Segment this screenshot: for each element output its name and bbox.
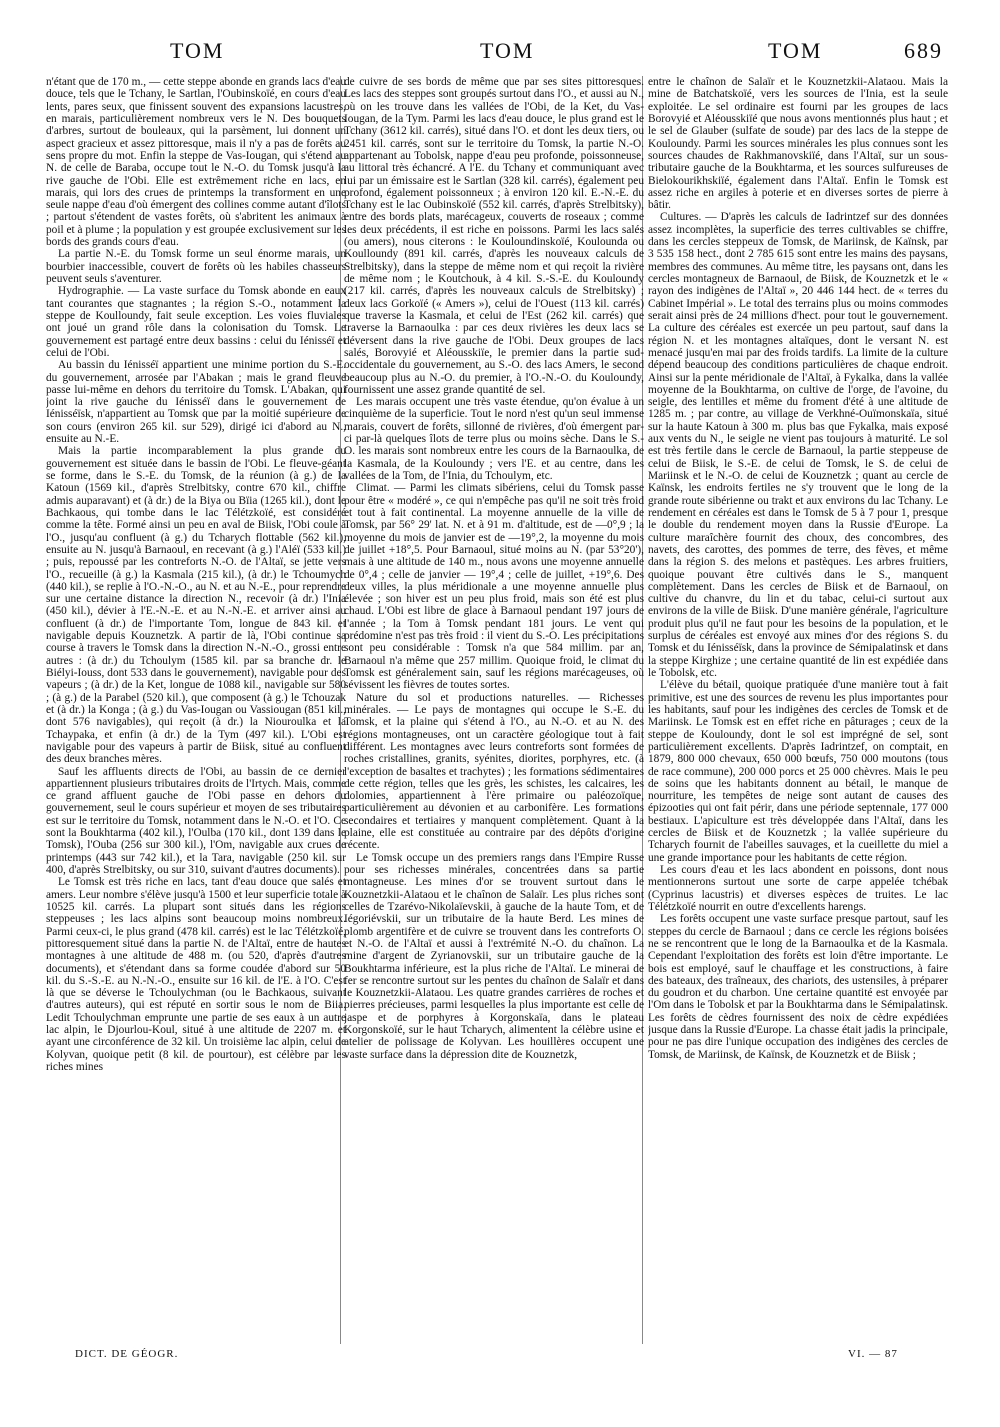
text-column-3: [648, 76, 948, 1342]
page-number: 689: [904, 38, 943, 63]
paragraph: Mais la partie incomparablement la plus grande du gouvernement est située dans le bassin de l'Obi. Le fleuve-géant se forme, dans le S.-E. du Tomsk, de la réunion (à g.) de la Katoun (1569 kil., d'après Strelbitsky, contre 670 kil., chiffre admis auparavant) et (à dr.) de la Biya ou Bïia (1265 kil.), dont le Bachkaous, qui tombe dans le lac Télétzkoïé, est considéré comme la tête. Formé ainsi un peu en aval de Biisk, l'Obi coule à l'O., jusqu'au confluent (à g.) du Tcharych flottable (562 kil.), ensuite au N. jusqu'à Barnaoul, en recevant (à g.) l'Aléï (533 kil.) ; puis, repoussé par les contreforts N.-O. de l'Altaï, se jette vers l'O., recueille (à g.) la Kasmala (215 kil.), (à dr.) le Tchoumych (440 kil.), se replie à l'O.-N.-O., au N. et au N.-E., pour reprendre sur une certaine distance la direction N., recevoir (à dr.) l'Inia (450 kil.), dévier à l'E.-N.-E. et au N.-N.-E. et arriver ainsi au confluent (à dr.) de l'importante Tom, longue de 843 kil. et navigable depuis Kouznetzk. A partir de là, l'Obi continue sa course à travers le Tomsk dans la direction N.-N.-O., grossi entre autres : (à dr.) du Tchoulym (1585 kil. par sa branche dr. le Biélyi-Iouss, dont 533 dans le gouvernement), navigable pour des vapeurs ; (à dr.) de la Ket, longue de 1088 kil., navigable sur 580 ; (à g.) de la Parabel (520 kil.), que composent (à g.) le Tchouzak et (à dr.) la Konga ; (à g.) du Vas-Iougan ou Vassiougan (851 kil., dont 576 navigables), qui reçoit (à dr.) la Niouroulka et la Tchaypaka, et enfin (à dr.) de la Tym (497 kil.). L'Obi est navigable pour des vapeurs à partir de Biisk, situé au confluent des deux branches mères.: [46, 445, 346, 766]
running-head: [0, 38, 1000, 68]
paragraph: Le Tomsk est très riche en lacs, tant d'eau douce que salés et amers. Leur nombre s'élève jusqu'à 1500 et leur superficie totale à 10525 kil. carrés. La plupart sont situés dans les régions steppeuses ; les lacs alpins sont beaucoup moins nombreux. Parmi ceux-ci, le plus grand (478 kil. carrés) est le lac Télétzkoïé, pittoresquement situé dans la partie N. de l'Altaï, entre de hautes montagnes à une altitude de 488 m. (ou 520, d'après d'autres documents), et s'étendant dans sa forme coudée d'abord sur 50 kil. du S.-S.-E. au N.-N.-O., ensuite sur 16 kil. de l'E. à l'O. C'est là que se déverse le Tchoulychman (ou le Bachkaous, suivant d'autres auteurs), qui est réputé en sortir sous le nom de Biia. Ledit Tchoulychman emprunte une partie de ses eaux à un autre lac alpin, le Djourlou-Koul, situé à une altitude de 2207 m. et ayant une circonférence de 32 kil. Un troisième lac alpin, celui de Kolyvan, quoique petit (8 kil. de pourtour), est célèbre par les riches mines: [46, 876, 346, 1073]
running-head-left: TOM: [170, 38, 225, 63]
paragraph: entre le chaînon de Salaïr et le Kouznetzkii-Alataou. Mais la mine de Batchatskoïé, vers les sources de l'Inia, est la seule exploitée. Le sel ordinaire est fourni par les groupes de lacs Borovyié et Aléousskiïé que nous avons mentionnés plus haut ; et le sel de Glauber (sulfate de soude) par des lacs de la steppe de Kouloundy. Parmi les sources minérales les plus connues sont les sources chaudes de Rakhmanovskiïé, dans l'Altaï, sur un sous-tributaire gauche de la Boukhtarma, et les sources sulfureuses de Bielokourikhskiïé, également dans l'Altaï. Enfin le Tomsk est assez riche en argiles à poterie et en diverses sortes de pierre à bâtir.: [648, 76, 948, 212]
paragraph: Au bassin du Iénisséï appartient une minime portion du S.-E. du gouvernement, arrosée par l'Abakan ; mais le grand fleuve passe lui-même en dehors du territoire du Tomsk. L'Abakan, qui joint la rive gauche du Iénisséï dans le gouvernement de Iénisséïsk, n'appartient au Tomsk que par la moitié supérieure de son cours (environ 265 kil. sur 529), dirigé ici d'abord au N., ensuite au N.-E.: [46, 359, 346, 446]
text-column-1: [46, 76, 346, 1342]
paragraph: Les cours d'eau et les lacs abondent en poissons, dont nous mentionnerons surtout une sorte de carpe appelée tchébak (Cyprinus lacustris) et diverses espèces de truites. Le lac Télétzkoïé nourrit en outre d'excellents harengs.: [648, 864, 948, 913]
text-column-2: [344, 76, 644, 1342]
paragraph: Le Tomsk occupe un des premiers rangs dans l'Empire Russe pour ses richesses minérales, concentrées dans sa partie montagneuse. Les mines d'or se trouvent surtout dans le Kouznetzkii-Alataou et le chaînon de Salaïr. Les plus riches sont celles de Tzarévo-Nikolaïevskii, à gauche de la haute Tom, et de Iégoriévskii, sur un tributaire de la haute Berd. Les mines de plomb argentifère et de cuivre se trouvent dans les contreforts O. et N.-O. de l'Altaï et aussi à l'extrémité N.-O. du chaînon. La mine d'argent de Zyrianovskii, sur un tributaire gauche de la Boukhtarma inférieure, est la plus riche de l'Altaï. Le minerai de fer se rencontre surtout sur les pentes du chaînon de Salaïr et dans le Kouznetzkii-Alataou. Les quatre grandes carrières de roches et pierres précieuses, parmi lesquelles la plus importante est celle de jaspe et de porphyres à Korgonskaïa, dans le plateau Korgonskoïé, sur le haut Tcharych, alimentent la célèbre usine et atelier de polissage de Kolyvan. Les houillères occupent une vaste surface dans la dépression dite de Kouznetzk,: [344, 851, 644, 1061]
paragraph: Nature du sol et productions naturelles. — Richesses minérales. — Le pays de montagnes qui occupe le S.-E. du Tomsk, et la plaine qui s'étend à l'O., au N.-O. et au N. des régions montagneuses, ont un caractère géologique tout à fait différent. Les montagnes avec leurs contreforts sont formées de roches cristallines, granits, syénites, diorites, porphyres, etc. (à l'exception de basaltes et trachytes) ; les formations sédimentaires de cette région, telles que les grès, les schistes, les calcaires, les dolomies, appartiennent à l'ère primaire ou paléozoïque, particulièrement au dévonien et au carbonifère. Les formations secondaires et tertiaires y manquent complètement. Quant à la plaine, elle est constituée au contraire par des dépôts d'origine récente.: [344, 691, 644, 852]
footer-signature: DICT. DE GÉOGR.: [75, 1348, 179, 1360]
paragraph: Climat. — Parmi les climats sibériens, celui du Tomsk passe pour être « modéré », ce qui n'empêche pas qu'il ne soit très froid et tout à fait continental. La moyenne annuelle de la ville de Tomsk, par 56° 29' lat. N. et à 91 m. d'altitude, est de —0°,9 ; la moyenne du mois de janvier est de —19°,2, la moyenne du mois de juillet +18°,5. Pour Barnaoul, situé moins au N. (par 53°20'), mais à une altitude de 140 m., nous avons une moyenne annuelle de 0°,4 ; celle de janvier — 19°,4 ; celle de juillet, +19°,6. Des deux villes, la plus méridionale a une moyenne annuelle plus élevée ; son hiver est un peu plus froid, mais son été est plus chaud. L'Obi est libre de glace à Barnaoul pendant 197 jours de l'année ; la Tom à Tomsk pendant 181 jours. Le vent qui prédomine n'est pas très froid : il vient du S.-O. Les précipitations sont peu considérable : Tomsk n'a que 584 millim. par an, Barnaoul n'a même que 257 millim. Quoique froid, le climat du Tomsk est généralement sain, sauf les régions marécageuses, où sévissent les fièvres de toutes sortes.: [344, 482, 644, 692]
paragraph: Cultures. — D'après les calculs de Iadrintzef sur des données assez incomplètes, la superficie des terres cultivables se chiffre, dans les cercles steppeux de Tomsk, de Mariinsk, de Kaïnsk, par 3 535 158 hect., dont 2 785 615 sont entre les mains des paysans, membres des communes. Au même titre, les paysans ont, dans les cercles montagneux de Barnaoul, de Biisk, de Kouznetzk et le « rayon des indigènes de l'Altaï », 20 446 144 hect. de « terres du Cabinet Impérial ». Le total des terrains plus ou moins commodes serait ainsi près de 24 millions d'hect. pour tout le gouvernement. La culture des céréales est exercée un peu partout, sauf dans la région N. et les montagnes altaïques, dont le versant N. est menacé jusqu'en mai par des froids tardifs. La limite de la culture dépend beaucoup des conditions particulières de chaque endroit. Ainsi sur la pente méridionale de l'Altaï, à Fykalka, dans la vallée moyenne de la Boukhtarma, on cultive de l'orge, de l'avoine, du seigle, des lentilles et même du froment d'été à une altitude de 1285 m. ; par contre, au village de Verkhné-Ouïmonskaïa, situé sur la haute Katoun à 300 m. plus bas que Fykalka, mais exposé aux vents du N., le seigle ne vient pas toujours à maturité. Le sol est très fertile dans le cercle de Barnaoul, la partie steppeuse de celui de Biisk, le S.-E. de celui de Tomsk, le S. de celui de Mariinsk et le N.-O. de celui de Kouznetzk ; quant au cercle de Kaïnsk, les endroits fertiles ne s'y trouvent que le long de la grande route sibérienne ou trakt et aux environs du lac Tchany. Le rendement en céréales est dans le Tomsk de 5 à 7 pour 1, presque le double du rendement moyen dans la Russie d'Europe. La culture maraîchère fournit des choux, des concombres, des navets, des carottes, des pommes de terre, des fèves, et même dans la région S. des melons et pastèques. Les arbres fruitiers, quoique pouvant être cultivés dans le S., manquent complètement. Dans les cercles de Biisk et de Barnaoul, on cultive du chanvre, du lin et du tabac, celui-ci surtout aux environs de la ville de Biisk. D'une manière générale, l'agriculture produit plus qu'il ne faut pour les besoins de la population, et le surplus de céréales est envoyé aux mines d'or des régions S. du Tomsk et du Iénisséïsk, dans la province de Sémipalatinsk et dans la steppe Kirghize ; une certaine quantité de lin est expédiée dans le Tobolsk, etc.: [648, 211, 948, 679]
page-footer: [0, 1348, 1000, 1368]
footer-sheet-number: VI. — 87: [848, 1348, 898, 1360]
running-head-center: TOM: [480, 38, 535, 63]
paragraph: L'élève du bétail, quoique pratiquée d'une manière tout à fait primitive, est une des sources de revenu les plus importantes pour les habitants, sauf pour les indigènes des cercles de Tomsk et de Mariinsk. Le Tomsk est en effet riche en pâturages ; ceux de la steppe de Kouloundy, dont le sol est imprégné de sel, sont particulièrement excellents. D'après Iadrintzef, on comptait, en 1879, 800 000 chevaux, 650 000 bœufs, 750 000 moutons (tous de race commune), 200 000 porcs et 25 000 chèvres. Mais le peu de soins que les habitants donnent au bétail, le manque de nourriture, les tempêtes de neige sont autant de causes des épizooties qui ont fait périr, dans une période septennale, 177 000 bestiaux. L'apiculture est très développée dans l'Altaï, dans les cercles de Biisk et de Kouznetzk ; la vallée supérieure du Tcharych fournit de l'abeilles sauvages, et la cueillette du miel a une grande importance pour les habitants de cette région.: [648, 679, 948, 864]
paragraph: Les forêts occupent une vaste surface presque partout, sauf les steppes du cercle de Barnaoul ; dans ce cercle les régions boisées ne se rencontrent que le long de la Barnaoulka et de la Kasmala. Cependant l'exploitation des forêts est loin d'être importante. Le bois est employé, sauf le chauffage et les constructions, à faire des bateaux, des traîneaux, des chariots, des ustensiles, à préparer du goudron et du charbon. Une certaine quantité est envoyée par l'Om dans le Tobolsk et par la Boukhtarma dans le Sémipalatinsk. Les forêts de cèdres fournissent des noix de cèdre expédiées jusque dans la Russie d'Europe. La chasse était jadis la principale, pour ne pas dire l'unique occupation des indigènes des cercles de Tomsk, de Mariinsk, de Kaïnsk, de Kouznetzk et de Biisk ;: [648, 913, 948, 1061]
paragraph: Sauf les affluents directs de l'Obi, au bassin de ce dernier appartiennent plusieurs tributaires droits de l'Irtych. Mais, comme ce grand affluent gauche de l'Obi passe en dehors du gouvernement, seul le cours supérieur et moyen de ses tributaires est sur le territoire du Tomsk, notamment dans le N.-O. et l'O. Ce sont la Boukhtarma (402 kil.), l'Oulba (170 kil., dont 139 dans le Tomsk), l'Ouba (256 sur 300 kil.), l'Om, navigable aux crues de printemps (443 sur 742 kil.), et la Tara, navigable (250 kil. sur 400, d'après Strelbitsky, ou sur 310, suivant d'autres documents).: [46, 765, 346, 876]
paragraph: Hydrographie. — La vaste surface du Tomsk abonde en eaux tant courantes que stagnantes ; la région S.-O., notamment la steppe de Koulloundy, fait seule exception. Les voies fluviales ont joué un grand rôle dans la colonisation du Tomsk. Le gouvernement est partagé entre deux bassins : celui du Iénisséï et celui de l'Obi.: [46, 285, 346, 359]
paragraph: n'étant que de 170 m., — cette steppe abonde en grands lacs d'eau douce, tels que le Tchany, le Sartlan, l'Oubinskoïé, en cours d'eau lents, pares seux, que finissent souvent des expansions lacustres, en marais, particulièrement nombreux vers le N. Des bouquets d'arbres, surtout de bouleaux, qui la parsèment, lui donnent un aspect gracieux et assez pittoresque, mais il n'y a pas de forêts au sens propre du mot. Enfin la steppe de Vas-Iougan, qui s'étend au N. de celle de Baraba, occupe tout le N.-O. du Tomsk jusqu'à la rive gauche de l'Obi. Elle est extrêmement riche en lacs, en marais, qui lors des crues de printemps la transforment en une seule nappe d'eau d'où émergent des collines comme autant d'îlots ; partout s'étendent de vastes forêts, où s'abritent les animaux à poil et à plume ; la population y est groupée exclusivement sur les bords des grands cours d'eau.: [46, 76, 346, 249]
running-head-right: TOM: [768, 38, 823, 63]
paragraph: de cuivre de ses bords de même que par ses sites pittoresques. Les lacs des steppes sont groupés surtout dans l'O., et aussi au N., où on les trouve dans les vallées de l'Obi, de la Ket, du Vas-Iougan, de la Tym. Parmi les lacs d'eau douce, le plus grand est le Tchany (3612 kil. carrés), situé dans l'O. et dont les deux tiers, ou 2451 kil. carrés, sont sur le territoire du Tomsk, la partie N.-O. appartenant au Tobolsk, nappe d'eau peu profonde, poissonneuse, au littoral très échancré. A l'E. du Tchany et communiquant avec lui par un émissaire est le Sartlan (328 kil. carrés), également peu profond, également poissonneux ; à environ 120 kil. E.-N.-E. du Tchany est le lac Oubinskoïé (552 kil. carrés, d'après Strelbitsky), entre des bords plats, marécageux, couverts de roseaux ; comme les deux précédents, il est riche en poissons. Parmi les lacs salés (ou amers), nous citerons : le Kouloundinskoïé, Koulounda ou Koulloundy (891 kil. carrés, d'après les nouveaux calculs de Strelbitsky), dans la steppe de même nom et qui reçoit la rivière de même nom ; le Koutchouk, à 4 kil. S.-S.-E. du Kouloundy (217 kil. carrés, d'après les nouveaux calculs de Strelbitsky) ; deux lacs Gorkoïé (« Amers »), celui de l'Ouest (113 kil. carrés) que traverse la Kasmala, et celui de l'Est (262 kil. carrés) que traverse la Barnaoulka : par ces deux rivières les deux lacs se déversent dans la rive gauche de l'Obi. Deux groupes de lacs salés, Borovyié et Aléousskiïe, le premier dans la partie sud-occidentale du gouvernement, au S.-O. des lacs Amers, le second beaucoup plus au N.-O. du premier, à l'O.-N.-O. du Kouloundy, fournissent une assez grande quantité de sel.: [344, 76, 644, 396]
paragraph: La partie N.-E. du Tomsk forme un seul énorme marais, un bourbier inaccessible, couvert de forêts où les habiles chasseurs peuvent seuls s'aventurer.: [46, 248, 346, 285]
paragraph: Les marais occupent une très vaste étendue, qu'on évalue à un cinquième de la superficie. Tout le nord n'est qu'un seul immense marais, couvert de forêts, sillonné de rivières, d'où émergent par-ci par-là quelques îlots de terre plus ou moins sèche. Dans le S.-O. les marais sont nombreux entre les cours de la Barnaoulka, de la Kasmala, de la Kouloundy ; vers l'E. et au centre, dans les vallées de la Tom, de l'Inia, du Tchoulym, etc.: [344, 396, 644, 482]
